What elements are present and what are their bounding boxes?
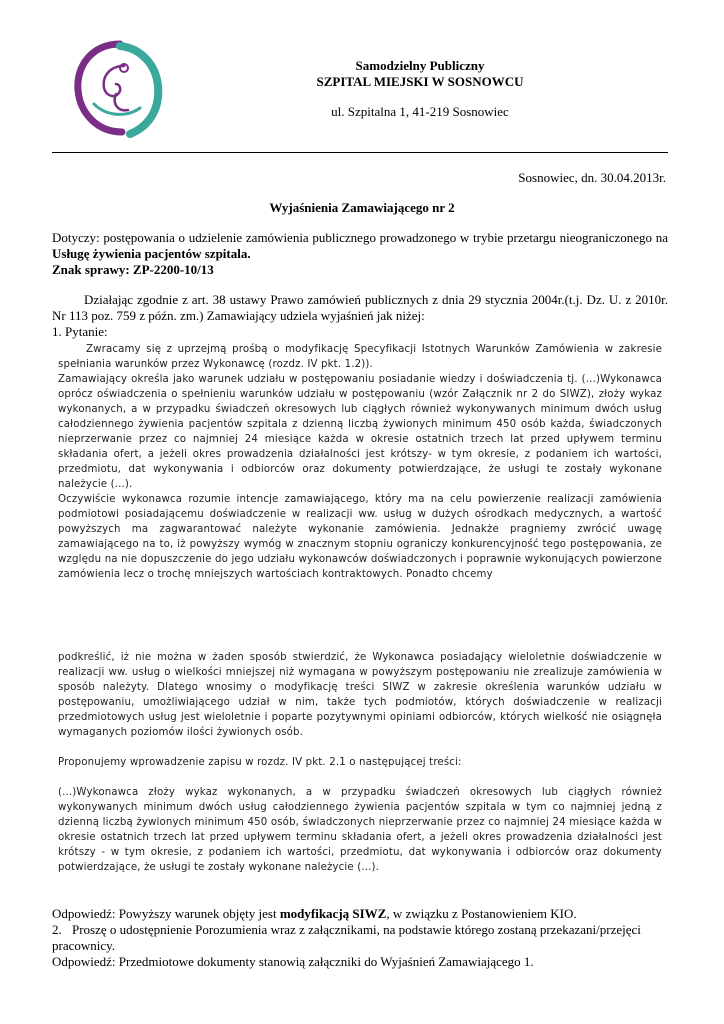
question-1-label: 1. Pytanie: <box>52 324 108 339</box>
scan2-paragraph: Proponujemy wprowadzenie zapisu w rozdz. IV pkt. 2.1 o następującej treści: <box>58 757 462 768</box>
question-2-text: Proszę o udostępnienie Porozumienia wraz z załącznikami, na podstawie którego zostaną przekazani/przejęci pracownicy. <box>52 922 641 953</box>
answer-2: Odpowiedź: Przedmiotowe dokumenty stanowią załączniki do Wyjaśnień Zamawiającego 1. <box>52 954 534 969</box>
header-address: ul. Szpitalna 1, 41-219 Sosnowiec <box>331 104 509 119</box>
scanned-question-part2 <box>58 650 662 875</box>
scan1-paragraph: Oczywiście wykonawca rozumie intencje zamawiającego, który ma na celu powierzenie realizacji zamówienia podmiotowi posiadającemu doświadczenie w realizacji ww. usług w dużych ośrodkach medycznych, a wartość powyższych ma zagwarantować należyte wykonanie zamówienia. Jednakże pragniemy zwrócić uwagę zamawiającego na to, iż powyższy wymóg w znacznym stopniu ograniczy konkurencyjność tego postępowania, ze względu na nie dopuszczenie do jego udziału wykonawców doświadczonych i poprawnie wykonujących powierzone zamówienia lecz o trochę mniejszych wartościach kontraktowych. Ponadto chcemy <box>58 494 662 580</box>
subject-service: Usługę żywienia pacjentów szpitala. <box>52 246 251 261</box>
subject-text: Dotyczy: postępowania o udzielenie zamówienia publicznego prowadzonego w trybie przetargu nieograniczonego na <box>52 230 668 245</box>
document-title: Wyjaśnienia Zamawiającego nr 2 <box>269 200 455 215</box>
scan1-paragraph: Zamawiający określa jako warunek udziału w postępowaniu posiadanie wiedzy i doświadczenia tj. (...)Wykonawca oprócz oświadczenia o spełnieniu warunków udziału w postępowaniu (wzór Załącznik nr 2 do SIWZ), złoży wykaz wykonanych, a w przypadku świadczeń okresowych lub ciągłych również wykonywanych minimum dwóch usług całodziennego żywienia pacjentów szpitala z dzienną liczbą żywionych minimum 450 osób każda, świadczonych nieprzerwanie przez co najmniej 24 miesiące każda w okresie ostatnich trzech lat przed upływem terminu składania ofert, a jeżeli okres prowadzenia działalności jest krótszy- w tym okresie, z podaniem ich wartości, przedmiotu, dat wykonywania i odbiorców oraz dokumenty potwierdzające, że usługi te zostały wykonane należycie (...). <box>58 374 662 490</box>
header-line2: SZPITAL MIEJSKI W SOSNOWCU <box>316 74 524 89</box>
answer-1-bold: modyfikacją SIWZ <box>279 906 387 921</box>
answer-1-prefix: Odpowiedź: Powyższy warunek objęty jest <box>52 906 280 921</box>
header-line1: Samodzielny Publiczny <box>355 58 485 73</box>
subject-paragraph <box>52 230 668 278</box>
question-2-number: 2. <box>52 922 62 937</box>
letterhead <box>300 58 540 120</box>
scan2-paragraph: (...)Wykonawca złoży wykaz wykonanych, a w przypadku świadczeń okresowych lub ciągłych również wykonywanych minimum dwóch usług całodziennego żywienia pacjentów szpitala w tym co najmniej jedną z dzienną liczbą żywionych minimum 450 osób, świadczonych nieprzerwanie przez co najmniej 24 miesiące każda w okresie ostatnich trzech lat przed upływem terminu składania ofert, a jeżeli okres prowadzenia działalności jest krótszy - w tym okresie, z podaniem ich wartości, przedmiotu, dat wykonywania i odbiorców oraz dokumenty potwierdzające, że usługi te zostały wykonane należycie (...). <box>58 787 662 873</box>
scan1-paragraph: Zwracamy się z uprzejmą prośbą o modyfikację Specyfikacji Istotnych Warunków Zamówienia w zakresie spełniania warunków przez Wykonawcę (rozdz. IV pkt. 1.2)). <box>58 344 662 370</box>
header-divider <box>52 152 668 153</box>
scan2-paragraph: podkreślić, iż nie można w żaden sposób stwierdzić, że Wykonawca posiadający wieloletnie doświadczenie w realizacji ww. usług o wielkości mniejszej niż wymagana w powyższym postępowaniu nie zrealizuje zamówienia w sposób należyty. Dlatego wnosimy o modyfikację treści SIWZ w zakresie określenia warunków udziału w postępowaniu, umożliwiającego udział w nim, także tych podmiotów, których doświadczenie w realizacji przedmiotowych usług jest wieloletnie i poparte pozytywnymi opiniami odbiorców, których wielkość nie osiągnęła wymaganych poziomów ilości żywionych osób. <box>58 652 662 738</box>
question-2 <box>52 922 668 954</box>
case-number: Znak sprawy: ZP-2200-10/13 <box>52 262 214 277</box>
scanned-question-part1 <box>58 342 662 582</box>
answer-1 <box>52 906 668 922</box>
hospital-logo <box>70 38 164 140</box>
intro-paragraph: Działając zgodnie z art. 38 ustawy Prawo zamówień publicznych z dnia 29 stycznia 2004r.(t.j. Dz. U. z 2010r. Nr 113 poz. 759 z późn. zm.) Zamawiający udziela wyjaśnień jak niżej: <box>52 292 668 323</box>
answer-1-suffix: , w związku z Postanowieniem KIO. <box>386 906 577 921</box>
document-date: Sosnowiec, dn. 30.04.2013r. <box>518 170 666 185</box>
